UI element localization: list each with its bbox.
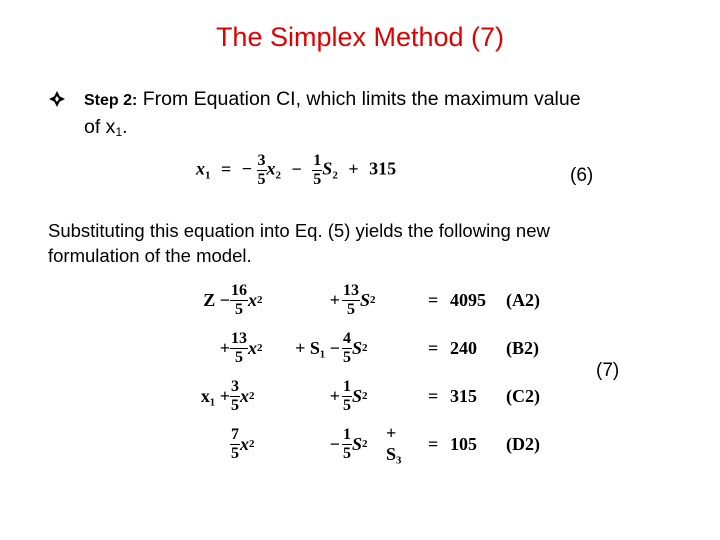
eq6-lhs: x	[196, 158, 205, 179]
diamond-bullet-icon	[48, 90, 66, 108]
row-tag: (C2)	[506, 385, 540, 406]
row-term-s2: $\frac{1}{5}$ S 2	[343, 377, 368, 414]
equation-6: $x_1$ = − $\frac{3}{5}$ $x_2$ − $\frac{1}{5}$ $S_2 + 315$	[196, 152, 397, 188]
eq6-t3-sign: +	[348, 158, 359, 179]
row-rhs: 105	[450, 433, 477, 454]
row-mid-op: + S₁ −	[295, 337, 340, 358]
paragraph-line1: Substituting this equation into Eq. (5) yields the following new	[48, 220, 550, 241]
eq6-equals: =	[221, 158, 232, 179]
row-tag: (B2)	[506, 337, 539, 358]
slide-title: The Simplex Method (7)	[215, 22, 505, 52]
eq6-t1-var: x	[266, 158, 276, 179]
eq6-t2-var: S	[322, 158, 333, 179]
equation-7-label: (7)	[596, 360, 620, 381]
eq6-t1-sign: −	[241, 158, 253, 179]
substitution-paragraph	[48, 218, 688, 268]
eq6-constant: 315	[369, 158, 397, 179]
row-lead: Z −	[203, 289, 230, 310]
row-lead	[186, 424, 230, 464]
row-lead: x₁ +	[200, 385, 230, 406]
row-term-x2: $\frac{7}{5}$ x 2	[231, 425, 255, 462]
row-lead: +	[219, 337, 230, 358]
bullet-text-line2-pre: of x	[84, 116, 116, 138]
row-extra: + S₃	[386, 423, 402, 464]
bullet-text-line1: From Equation CI, which limits the maximum value	[137, 88, 581, 110]
row-rhs: 240	[450, 337, 477, 358]
eq6-lhs-sub: 1	[205, 169, 211, 182]
paragraph-line2: formulation of the model.	[48, 245, 252, 266]
row-rhs: 315	[450, 385, 477, 406]
bullet-text-line2-sub: 1	[115, 125, 123, 139]
row-rhs: 4095	[450, 289, 486, 310]
row-mid-op: +	[329, 289, 340, 310]
row-equals: =	[428, 289, 439, 310]
row-term-x2: $\frac{13}{5}$ x 2	[231, 329, 263, 366]
row-term-x2: $\frac{16}{5}$ x 2	[231, 281, 263, 318]
row-term-x2: $\frac{3}{5}$ x 2	[231, 377, 255, 414]
eq6-frac-2: $\frac{1}{5}$	[313, 152, 322, 188]
eq6-frac-1: $\frac{3}{5}$	[257, 152, 266, 188]
bullet-text-line2-post: .	[122, 116, 128, 138]
eq6-t2-sign: −	[291, 158, 302, 179]
row-tag: (A2)	[506, 289, 540, 310]
row-mid-op: +	[329, 385, 340, 406]
row-term-s2: $\frac{13}{5}$ S 2	[343, 281, 376, 318]
row-equals: =	[428, 433, 439, 454]
row-term-s2: $\frac{4}{5}$ S 2	[343, 329, 368, 366]
row-equals: =	[428, 337, 439, 358]
row-equals: =	[428, 385, 439, 406]
row-term-s2: $\frac{1}{5}$ S 2	[343, 425, 368, 462]
row-mid-op: −	[329, 433, 340, 454]
row-tag: (D2)	[506, 433, 540, 454]
step-label: Step 2:	[84, 92, 138, 109]
equation-6-label: (6)	[570, 165, 594, 186]
